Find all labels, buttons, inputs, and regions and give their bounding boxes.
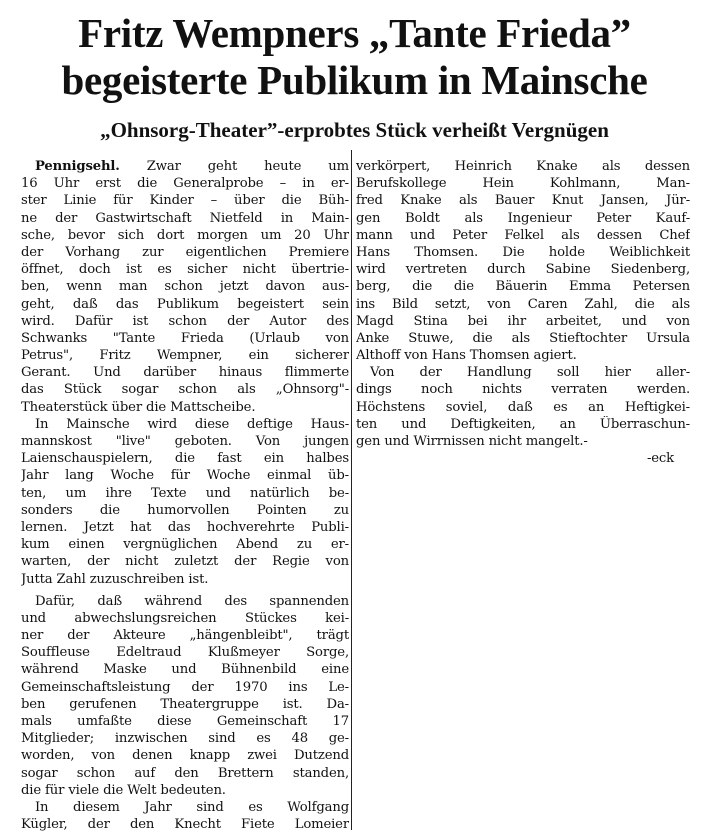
text-line: der Vorhang zur eigentlichen Premiere [21, 244, 349, 260]
text-line: Höchstens soviel, daß es an Heftigkei- [356, 399, 690, 415]
paragraph [21, 416, 349, 588]
text-line: Anke Stuwe, die als Stieftochter Ursula [356, 330, 690, 346]
text-line: lernen. Jetzt hat das hochverehrte Publi- [21, 519, 349, 535]
text-line: Gerant. Und darüber hinaus flimmerte [21, 365, 349, 381]
paragraph [356, 158, 690, 364]
text-line: sonders die humorvollen Pointen zu [21, 502, 349, 518]
text-line: worden, von denen knapp zwei Dutzend [21, 748, 349, 764]
text-line: wird vertreten durch Sabine Siedenberg, [356, 262, 690, 278]
text-line: dings noch nichts verraten werden. [356, 382, 690, 398]
text-line [21, 158, 349, 175]
text-line: Schwanks "Tante Frieda (Urlaub von [21, 330, 349, 346]
article-column-right [356, 158, 690, 467]
text-line: wird. Dafür ist schon der Autor des [21, 313, 349, 329]
text-line: das Stück sogar schon als „Ohnsorg"- [21, 382, 349, 398]
text-line: Dafür, daß während des spannenden [35, 593, 349, 609]
text-line: sche, bevor sich dort morgen um 20 Uhr [21, 227, 349, 243]
text-line: Von der Handlung soll hier aller- [370, 365, 690, 381]
text-line: ben gerufenen Theatergruppe ist. Da- [21, 696, 349, 712]
text-line: mals umfaßte diese Gemeinschaft 17 [21, 714, 349, 729]
column-divider [351, 150, 352, 830]
author-signature: -eck [646, 451, 674, 467]
text-line: öffnet, doch ist es sicher nicht übertrie- [21, 262, 349, 278]
paragraph [21, 158, 349, 416]
text-line: Petrus", Fritz Wempner, ein sicherer [21, 348, 349, 364]
text-line: mannskost "live" geboten. Von jungen [21, 434, 349, 449]
text-line: ben, wenn man schon jetzt davon aus- [21, 279, 349, 295]
text-line: ster Linie für Kinder – über die Büh- [21, 193, 349, 209]
text-line: ner der Akteure „hängenbleibt", trägt [21, 628, 349, 644]
text-line: ins Bild setzt, von Caren Zahl, die als [356, 296, 690, 312]
paragraph [21, 593, 349, 799]
text-line: Kügler, der den Knecht Fiete Lomeier [21, 817, 349, 833]
text-line: In diesem Jahr sind es Wolfgang [35, 799, 349, 815]
text-line: sogar schon auf den Brettern standen, [21, 765, 349, 781]
text-line: kum einen vergnüglichen Abend zu er- [21, 537, 349, 553]
text-line: Jutta Zahl zuzuschreiben ist. [21, 571, 209, 587]
text-line: verkörpert, Heinrich Knake als dessen [356, 159, 690, 174]
headline [0, 10, 709, 104]
text-line: fred Knake als Bauer Knut Jansen, Jür- [356, 193, 690, 209]
text-line: In Mainsche wird diese deftige Haus- [35, 416, 349, 432]
text-line: mann und Peter Felkel als dessen Chef [356, 227, 690, 243]
text-line: Jahr lang Woche für Woche einmal üb- [21, 468, 349, 484]
text-line: ten und Deftigkeiten, an Überraschun- [356, 416, 690, 432]
subheadline: „Ohnsorg-Theater”-erprobtes Stück verheißt Vergnügen [100, 118, 609, 142]
text-fragment: Zwar geht heute um [146, 159, 349, 174]
text-line: die für viele die Welt bedeuten. [21, 782, 226, 798]
text-line: Theaterstück über die Mattscheibe. [21, 399, 256, 415]
text-line: Laienschauspielern, die fast ein halbes [21, 451, 349, 467]
dateline: Pennigsehl. [35, 159, 120, 174]
text-line: 16 Uhr erst die Generalprobe – in er- [21, 176, 349, 192]
headline-line-1: Fritz Wempners „Tante Frieda” [78, 10, 631, 56]
text-line: geht, daß das Publikum begeistert sein [21, 296, 349, 312]
text-line: Gemeinschaftsleistung der 1970 ins Le- [21, 679, 349, 695]
text-line: während Maske und Bühnenbild eine [21, 662, 349, 678]
text-line: ne der Gastwirtschaft Nietfeld in Main- [21, 210, 349, 226]
article-column-left [21, 158, 349, 833]
text-line: Althoff von Hans Thomsen agiert. [356, 348, 577, 364]
text-line: warten, der nicht zuletzt der Regie von [21, 554, 349, 570]
headline-line-2: begeisterte Publikum in Mainsche [61, 57, 648, 103]
text-line: ten, um ihre Texte und natürlich be- [21, 485, 349, 501]
text-line: Hans Thomsen. Die holde Weiblichkeit [356, 244, 690, 260]
text-line: Mitglieder; inzwischen sind es 48 ge- [21, 731, 349, 747]
text-line: Magd Stina bei ihr arbeitet, und von [356, 313, 690, 329]
text-line: gen und Wirrnissen nicht mangelt.- [356, 434, 588, 449]
text-line: gen Boldt als Ingenieur Peter Kauf- [356, 210, 690, 226]
text-line: Souffleuse Edeltraud Klußmeyer Sorge, [21, 645, 349, 661]
text-line: und abwechslungsreichen Stückes kei- [21, 610, 349, 626]
text-line: berg, die die Bäuerin Emma Petersen [356, 279, 690, 295]
paragraph [356, 364, 690, 450]
text-line: Berufskollege Hein Kohlmann, Man- [356, 176, 690, 192]
paragraph [21, 799, 349, 833]
